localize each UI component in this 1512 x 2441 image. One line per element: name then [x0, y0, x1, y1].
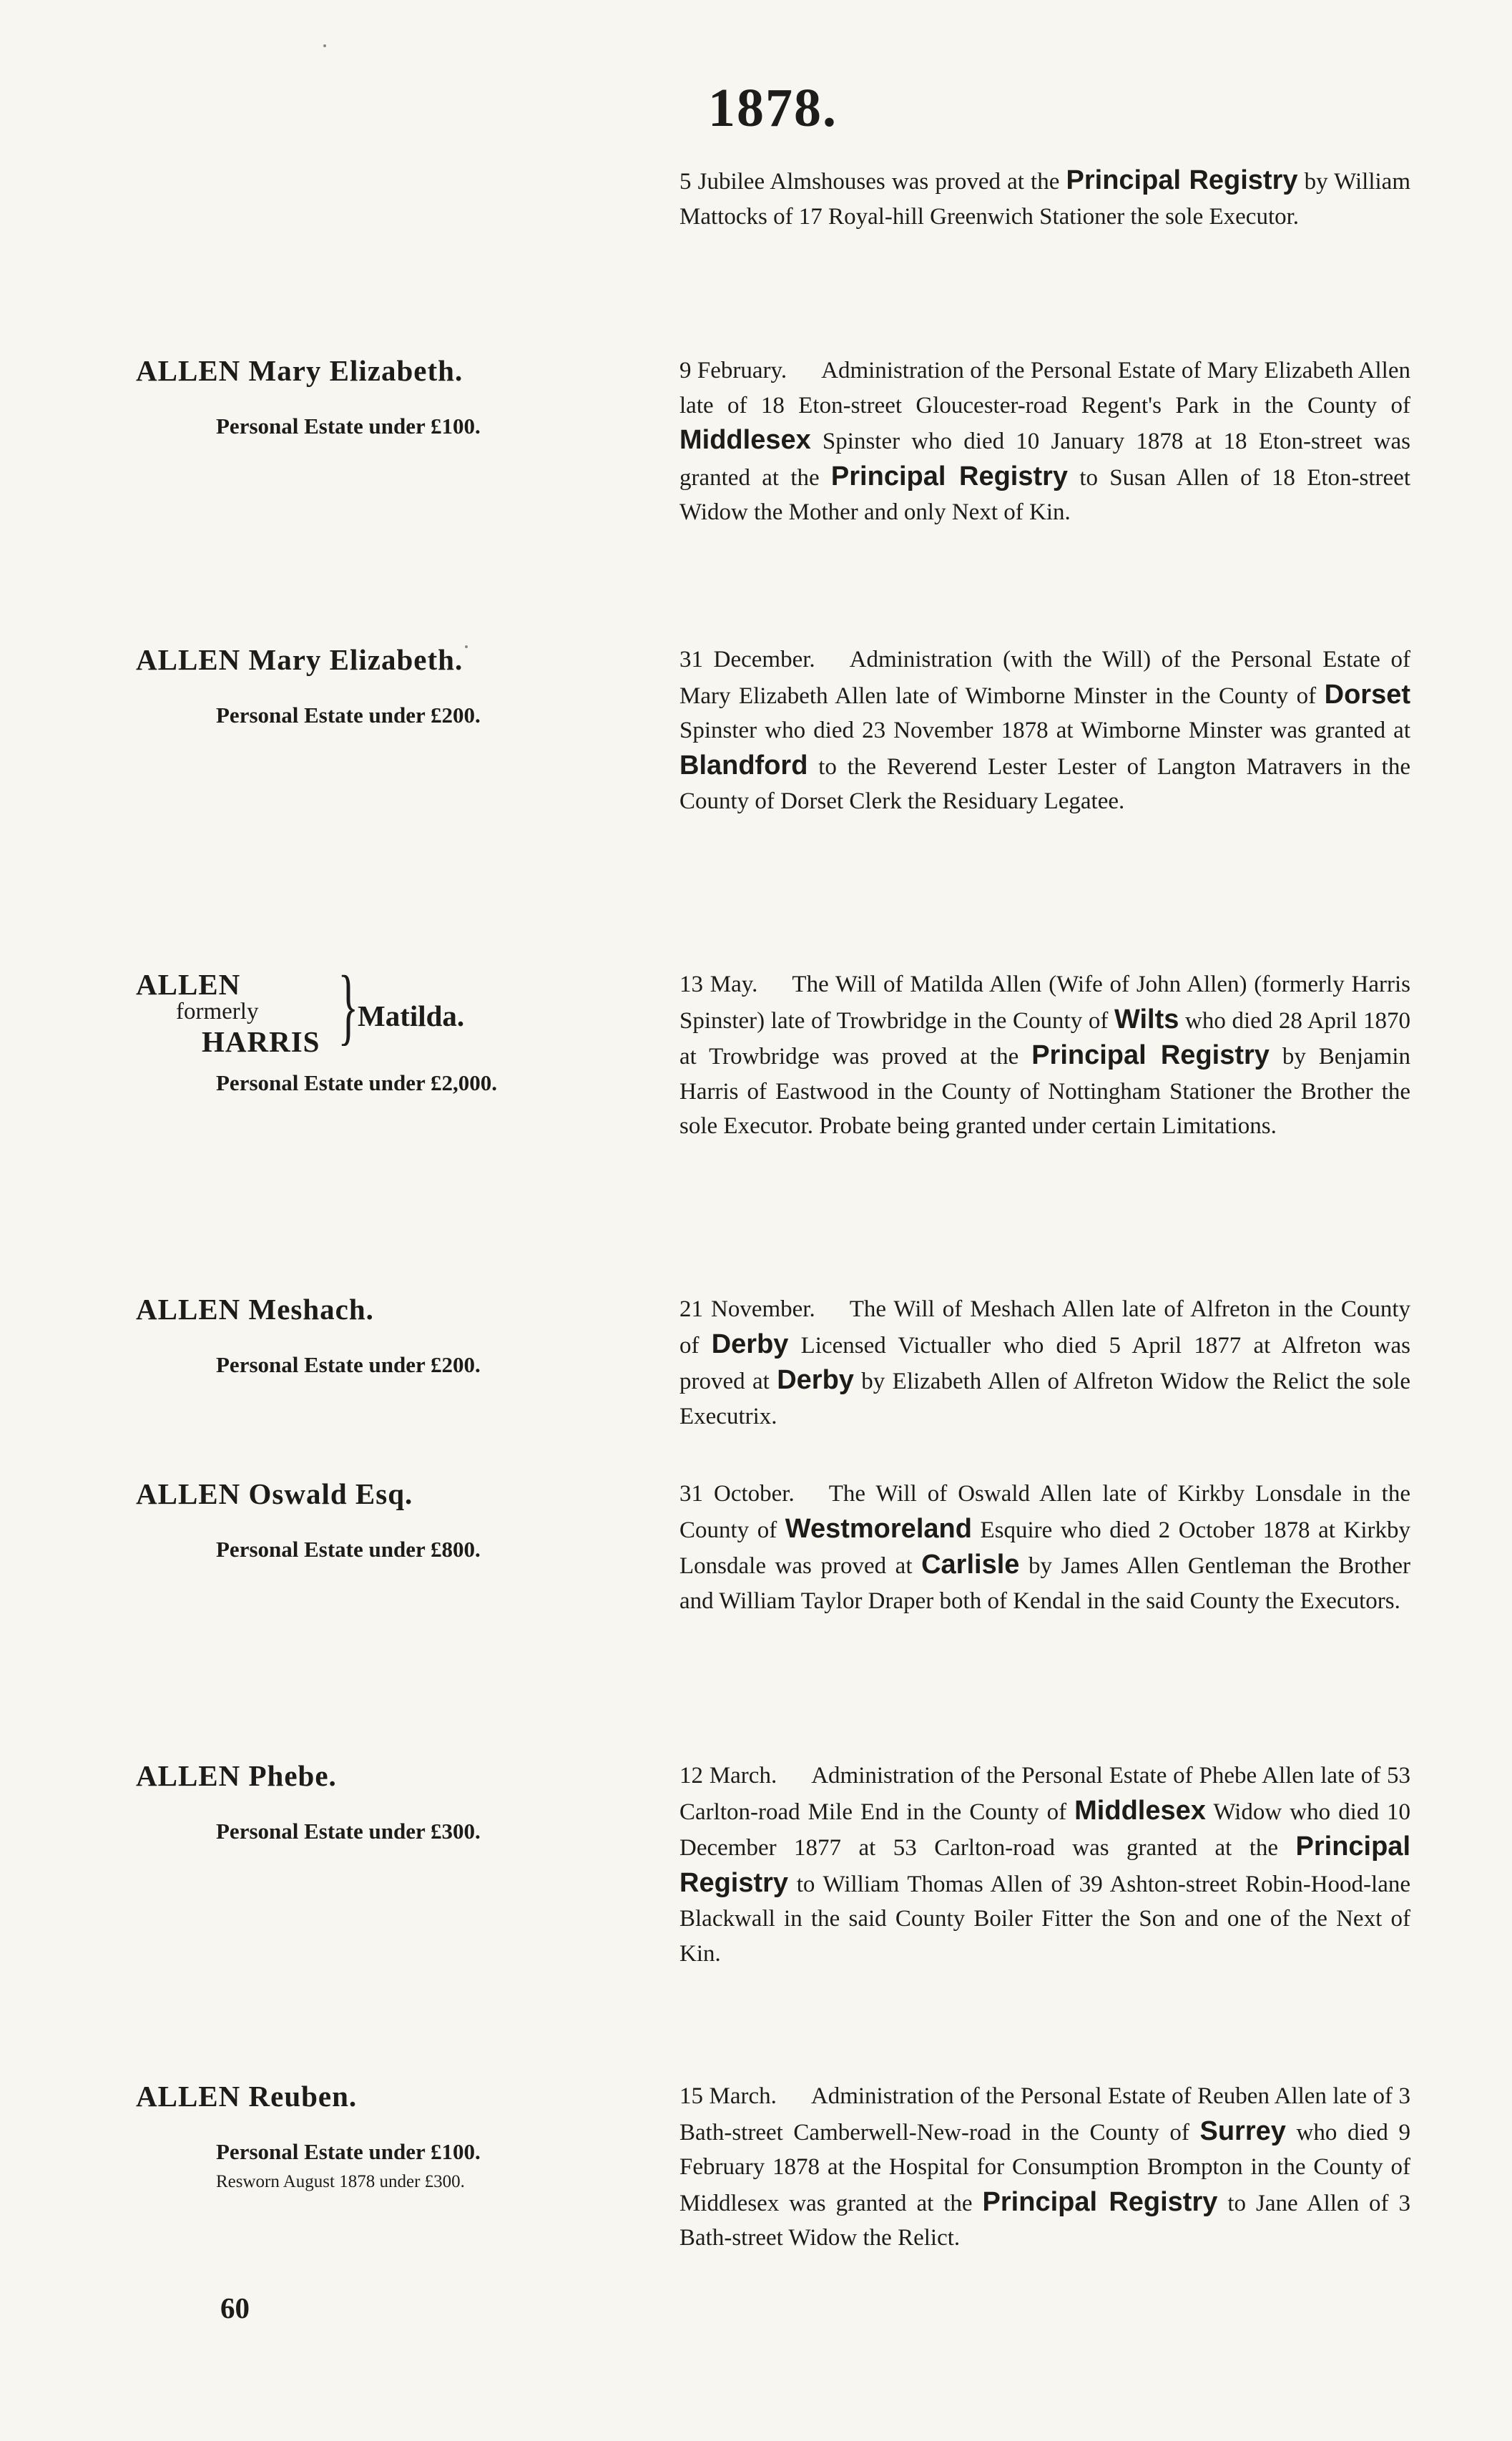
entry-place: Principal Registry: [679, 1831, 1410, 1898]
entry-place: Surrey: [1199, 2115, 1286, 2146]
entry-place: Middlesex: [1074, 1795, 1206, 1826]
entry-place: Derby: [777, 1365, 854, 1395]
entry-estate: Personal Estate under £100.: [216, 414, 481, 439]
entry-text-run: who died 28 April 1870 at Trowbridge was proved at the: [679, 1007, 1410, 1070]
entry-text-run: Administration of the Personal Estate of Phebe Allen late of 53 Carlton-road Mile End in the County of: [679, 1763, 1410, 1825]
entry-text-run: The Will of Meshach Allen late of Alfreton in the County of: [679, 1296, 1410, 1359]
entry-surname: ALLEN: [136, 2080, 241, 2113]
entry-former-surname: HARRIS: [202, 1025, 320, 1058]
entry-name-column: [136, 958, 637, 1096]
entry-name-column: [136, 642, 637, 728]
entry-name: [136, 1477, 637, 1511]
entry-place: Principal Registry: [1031, 1040, 1270, 1070]
entry-name: [136, 642, 637, 677]
entry-text: [679, 967, 1410, 1144]
intro-text-before: 5 Jubilee Almshouses was proved at the: [679, 169, 1066, 195]
entry-given-name: Matilda.: [358, 999, 465, 1032]
entry-estate: Personal Estate under £300.: [216, 1819, 481, 1844]
entry-text-run: who died 9 February 1878 at the Hospital for Consumption Brompton in the County of Middlesex was granted at the: [679, 2119, 1410, 2216]
entry-text: [679, 1758, 1410, 1971]
entry-place: Dorset: [1324, 679, 1410, 710]
entry-name-column: [136, 1477, 637, 1562]
entry-surname: ALLEN: [136, 968, 241, 1001]
entry-name-column: [136, 1292, 637, 1378]
entry-name: [136, 1292, 637, 1326]
entry-text-run: by Benjamin Harris of Eastwood in the County of Nottingham Stationer the Brother the sole Executor. Probate being granted under certain Limitations.: [679, 1044, 1410, 1139]
entry-place: Wilts: [1114, 1004, 1179, 1034]
entry-name-column: [136, 1758, 637, 1844]
entry-resworn: Resworn August 1878 under £300.: [216, 2172, 465, 2191]
entry-estate: Personal Estate under £200.: [216, 703, 481, 728]
intro-place: Principal Registry: [1066, 165, 1298, 195]
entry-name-bracket: [136, 958, 637, 1060]
intro-text-after: by William Mattocks of 17 Royal-hill Greenwich Stationer the sole Executor.: [679, 169, 1410, 230]
entry-date: 15 March.: [679, 2083, 777, 2109]
intro-paragraph: [679, 163, 1410, 234]
entry-date: 31 December.: [679, 647, 815, 672]
entry-text-run: Administration of the Personal Estate of Mary Elizabeth Allen late of 18 Eton-street Gloucester-road Regent's Park in the County of: [679, 358, 1410, 419]
entry-text-run: Administration of the Personal Estate of Reuben Allen late of 3 Bath-street Camberwell-New-road in the County of: [679, 2083, 1410, 2146]
entry-given-name: Mary Elizabeth.: [248, 643, 463, 676]
entry-given-name: Phebe.: [248, 1759, 337, 1792]
entry-place: Middlesex: [679, 425, 811, 455]
entry-surname: ALLEN: [136, 1293, 241, 1326]
entry-place: Principal Registry: [982, 2186, 1218, 2217]
entry-text-run: Administration (with the Will) of the Personal Estate of Mary Elizabeth Allen late of Wimborne Minster in the County of: [679, 647, 1410, 709]
entry-estate: Personal Estate under £100.: [216, 2139, 481, 2164]
entry-text-run: Spinster who died 23 November 1878 at Wimborne Minster was granted at: [679, 718, 1410, 743]
entry-text-run: Widow who died 10 December 1877 at 53 Carlton-road was granted at the: [679, 1799, 1410, 1861]
entry-text: [679, 1477, 1410, 1618]
entry-text-run: Licensed Victualler who died 5 April 1877 at Alfreton was proved at: [679, 1332, 1410, 1394]
entry-name: [136, 1758, 637, 1793]
entry-given-name: Meshach.: [248, 1293, 374, 1326]
entry-text: [679, 1292, 1410, 1434]
entry-text-run: to Susan Allen of 18 Eton-street Widow the Mother and only Next of Kin.: [679, 464, 1410, 525]
entry-text: [679, 353, 1410, 530]
entry-surname: ALLEN: [136, 1759, 241, 1792]
entry-text: [679, 2079, 1410, 2256]
page-number: 60: [220, 2291, 250, 2324]
entry-text-run: by Elizabeth Allen of Alfreton Widow the Relict the sole Executrix.: [679, 1369, 1411, 1429]
entry-name-column: [136, 2079, 637, 2192]
entry-text-run: to Jane Allen of 3 Bath-street Widow the Relict.: [679, 2190, 1410, 2251]
entry-estate: Personal Estate under £200.: [216, 1352, 481, 1377]
entry-place: Blandford: [679, 750, 808, 781]
entry-place: Derby: [711, 1329, 789, 1359]
entry-surname: ALLEN: [136, 1477, 241, 1510]
entry-given-name: Oswald Esq.: [248, 1477, 413, 1510]
entry-formerly: formerly: [176, 999, 259, 1024]
entry-date: 13 May.: [679, 972, 758, 997]
entry-text-run: Esquire who died 2 October 1878 at Kirkby Lonsdale was proved at: [679, 1517, 1410, 1579]
entry-text: [679, 642, 1410, 819]
entry-place: Principal Registry: [830, 461, 1069, 491]
entry-text-run: The Will of Oswald Allen late of Kirkby Lonsdale in the County of: [679, 1481, 1410, 1543]
entry-date: 31 October.: [679, 1481, 795, 1507]
entry-date: 21 November.: [679, 1296, 815, 1322]
entry-given-name: Mary Elizabeth.: [248, 354, 463, 387]
entry-surname: ALLEN: [136, 354, 241, 387]
entry-date: 12 March.: [679, 1763, 777, 1789]
entry-text-run: by James Allen Gentleman the Brother and William Taylor Draper both of Kendal in the said County the Executors.: [679, 1553, 1410, 1614]
entry-surname: ALLEN: [136, 643, 241, 676]
entry-given-name: Reuben.: [248, 2080, 358, 2113]
entry-place: Westmoreland: [785, 1513, 972, 1544]
entry-text-run: The Will of Matilda Allen (Wife of John Allen) (formerly Harris Spinster) late of Trowbridge in the County of: [679, 972, 1410, 1034]
scan-speck: [465, 645, 468, 648]
entry-name: [136, 353, 637, 388]
entry-text-run: Spinster who died 10 January 1878 at 18 Eton-street was granted at the: [679, 429, 1410, 491]
entry-text-run: to William Thomas Allen of 39 Ashton-street Robin-Hood-lane Blackwall in the said County Boiler Fitter the Son and one of the Next of Kin.: [679, 1871, 1410, 1967]
scan-speck: [323, 44, 326, 47]
brace-glyph: }: [338, 958, 359, 1053]
entry-estate: Personal Estate under £800.: [216, 1537, 481, 1562]
entry-place: Carlisle: [921, 1550, 1020, 1580]
entry-text-run: to the Reverend Lester Lester of Langton Matravers in the County of Dorset Clerk the Residuary Legatee.: [679, 753, 1410, 814]
page-year: 1878.: [708, 78, 838, 138]
entry-date: 9 February.: [679, 358, 787, 383]
entry-estate: Personal Estate under £2,000.: [216, 1070, 497, 1095]
entry-name: [136, 2079, 637, 2113]
entry-name-column: [136, 353, 637, 439]
